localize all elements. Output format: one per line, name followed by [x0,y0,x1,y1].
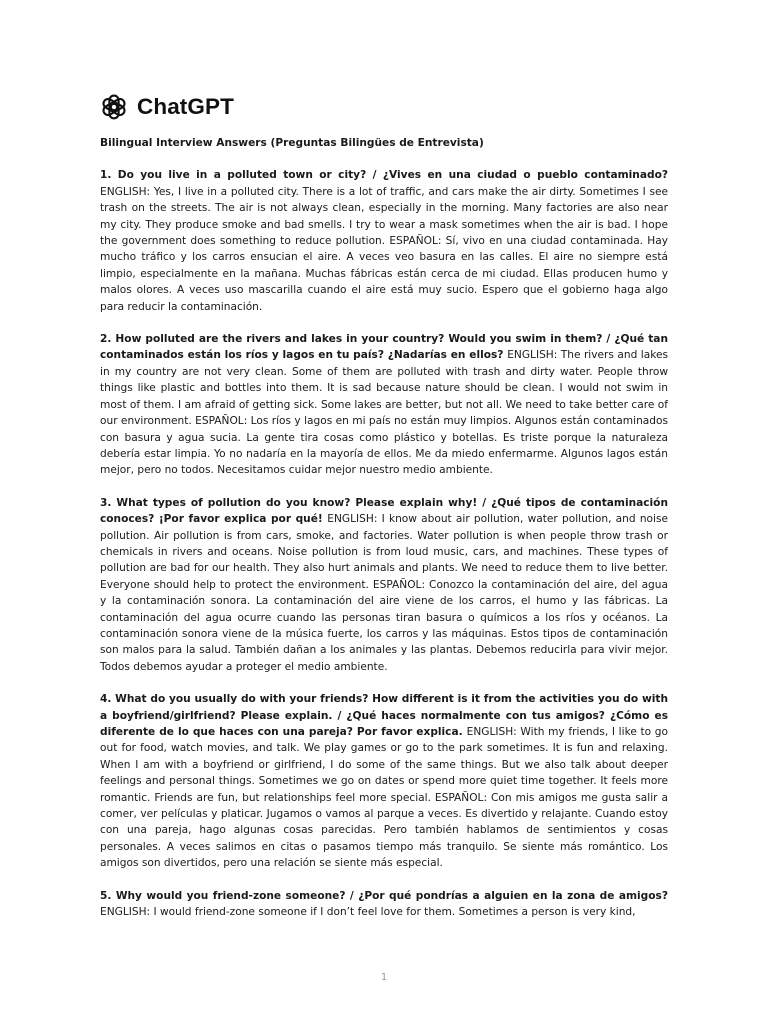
qa-item-3 [100,495,668,675]
answer-text: ENGLISH: I would friend-zone someone if I don’t feel love for them. Sometimes a person is very kind, [100,906,636,919]
answer-text: ENGLISH: I know about air pollution, water pollution, and noise pollution. Air pollution is from cars, smoke, and factories. Water pollution is when people throw trash or chemicals in rivers and oceans. Noise pollution is from loud music, cars, and machines. These types of pollution are bad for our health. They also hurt animals and plants. We need to reduce them to live better. Everyone should help to protect the environment. ESPAÑOL: Conozco la contaminación del aire, del agua y la contaminación sonora. La contaminación del aire viene de los carros, el humo y las fábricas. La contaminación del agua ocurre cuando las personas tiran basura o químicos a los ríos y océanos. La contaminación sonora viene de la música fuerte, los carros y las máquinas. Estos tipos de contaminación son malos para la salud. También dañan a los animales y las plantas. Debemos reducirla para vivir mejor. Todos debemos ayudar a proteger el medio ambiente. [100,513,668,673]
qa-item-5 [100,888,668,921]
document-title: Bilingual Interview Answers (Preguntas Bilingües de Entrevista) [100,137,484,149]
question-text: 4. What do you usually do with your friends? How different is it from the activities you do with a boyfriend/girlfriend? Please explain. / ¿Qué haces normalmente con tus amigos? ¿Cómo es diferente de lo que haces con una pareja? Por favor explica. [100,693,668,738]
page-number: 1 [380,972,388,983]
question-text: 3. What types of pollution do you know? Please explain why! / ¿Qué tipos de contaminación conoces? ¡Por favor explica por qué! [100,496,668,526]
qa-item-4 [100,691,668,871]
answer-text: ENGLISH: Yes, I live in a polluted city. There is a lot of traffic, and cars make the air dirty. Sometimes I see trash on the streets. The air is not always clean, especially in the morning. Many factories are also near my city. They produce smoke and bad smells. I try to wear a mask sometimes when the air is bad. I hope the government does something to reduce pollution. ESPAÑOL: Sí, vivo en una ciudad contaminada. Hay mucho tráfico y los carros ensucian el aire. A veces veo basura en las calles. El aire no siempre está limpio, especialmente en la mañana. Muchas fábricas están cerca de mi ciudad. Ellas producen humo y malos olores. A veces uso mascarilla cuando el aire está muy sucio. Espero que el gobierno haga algo para reducir la contaminación. [100,185,668,313]
question-text: 2. How polluted are the rivers and lakes in your country? Would you swim in them? / ¿Qué tan contaminados están los ríos y lagos en tu país? ¿Nadarías en ellos? [100,333,668,362]
qa-item-2 [100,331,668,479]
openai-logo-icon [100,93,128,121]
brand-name: ChatGPT [137,94,234,119]
answer-text: ENGLISH: With my friends, I like to go out for food, watch movies, and talk. We play games or go to the park sometimes. It is fun and relaxing. When I am with a boyfriend or girlfriend, I do some of the same things. But we also talk about deeper feelings and personal things. Sometimes we go on dates or spend more quiet time together. It feels more romantic. Friends are fun, but relationships feel more special. ESPAÑOL: Con mis amigos me gusta salir a comer, ver películas y platicar. Jugamos o vamos al parque a veces. Es divertido y relajante. Cuando estoy con una pareja, hago algunas cosas parecidas. Pero también hablamos de sentimientos y cosas personales. A veces salimos en citas o pasamos tiempo más tranquilo. Se siente más romántico. Los amigos son divertidos, pero una relación se siente más especial. [100,726,669,870]
qa-item-1 [100,167,668,315]
brand-header [100,92,668,122]
answer-text: ENGLISH: The rivers and lakes in my country are not very clean. Some of them are polluted with trash and dirty water. People throw things like plastic and bottles into them. It is sad because nature should be clean. I would not swim in most of them. I am afraid of getting sick. Some lakes are better, but not all. We need to take better care of our environment. ESPAÑOL: Los ríos y lagos en mi país no están muy limpios. Algunos están contaminados con basura y agua sucia. La gente tira cosas como plástico y botellas. Es triste porque la naturaleza debería estar limpia. Yo no nadaría en la mayoría de ellos. Me da miedo enfermarme. Algunos lagos están mejor, pero no todos. Necesitamos cuidar mejor nuestro medio ambiente. [100,349,668,477]
document-page [100,92,668,920]
question-text: 5. Why would you friend-zone someone? / ¿Por qué pondrías a alguien en la zona de amigos? [100,889,668,902]
question-text: 1. Do you live in a polluted town or city? / ¿Vives en una ciudad o pueblo contaminado? [100,169,668,182]
